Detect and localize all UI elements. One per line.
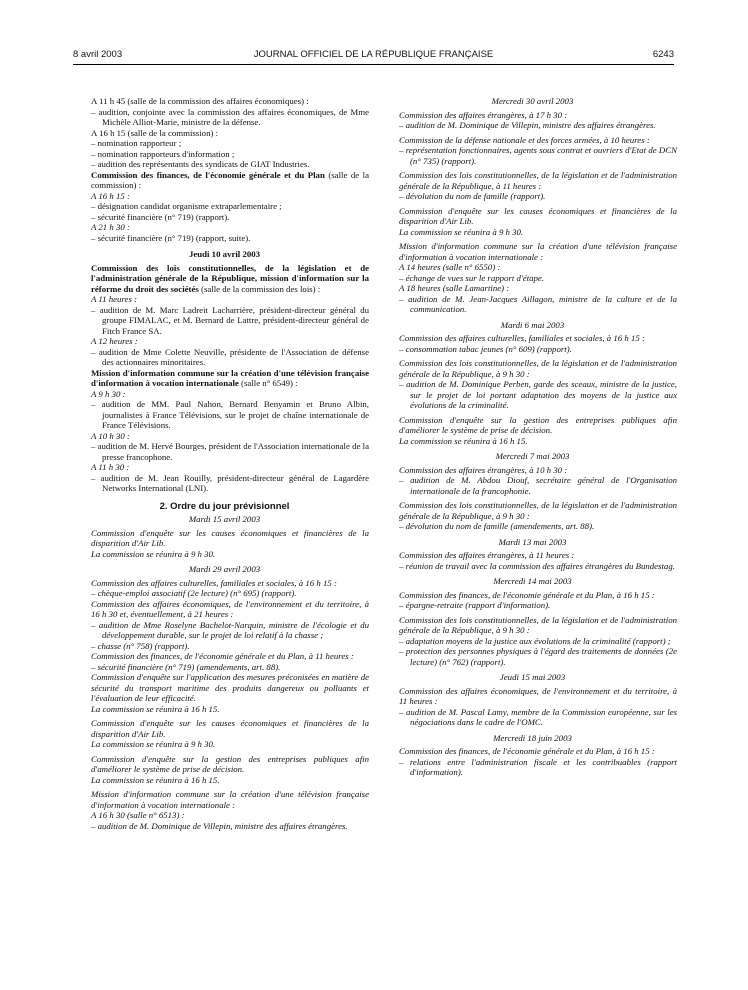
day-heading: Mercredi 14 mai 2003 [493,576,572,586]
left-column [80,96,369,831]
page-header [73,49,674,63]
day-heading: Mardi 13 mai 2003 [498,536,567,547]
day-heading: Jeudi 15 mai 2003 [499,672,566,682]
agenda-item: – audition de M. Pascal Lamy, membre de la Commission européenne, sur les négociations dans le cadre de l'OMC. [399,706,677,727]
agenda-item: – audition de Mme Roselyne Bachelot-Narquin, ministre de l'écologie et du développement durable, sur le projet de loi relatif à la chasse ; [91,619,369,640]
agenda-item: – audition de Mme Colette Neuville, présidente de l'Association de défense des actionnaires minoritaires. [91,346,369,367]
session-time: A 16 h 15 (salle de la commission) : [91,127,219,138]
commission-heading: Commission des lois constitutionnelles, de la législation et de l'administration générale de la République, à 9 h 30 : [399,358,677,379]
commission-heading: Commission des affaires économiques, de l'environnement et du territoire, à 16 h 30 et, éventuellement, à 21 heures : [91,598,369,619]
session-time: A 11 heures : [91,294,138,304]
commission-heading: Mission d'information commune sur la création d'une télévision française d'information à vocation internationale : [399,241,677,262]
session-time: A 21 h 30 : [91,222,130,232]
meeting-note: La commission se réunira à 16 h 15. [399,435,528,446]
commission-heading: Mission d'information commune sur la création d'une télévision française d'information à vocation internationale : [91,789,369,810]
session-time: A 18 heures (salle Lamartine) : [399,283,510,293]
agenda-item: – nomination rapporteur ; [91,138,182,148]
session-time: A 10 h 30 : [91,430,130,441]
agenda-item: – chasse (n° 758) (rapport). [91,640,190,651]
meeting-note: La commission se réunira à 9 h 30. [91,548,216,559]
commission-heading: Commission d'enquête sur la gestion des entreprises publiques afin d'améliorer le système de prise de décision. [399,414,677,435]
agenda-item: – audition de M. Jean-Jacques Aillagon, ministre de la culture et de la communication. [399,293,677,314]
commission-room: (salle de la commission) : [91,169,369,190]
meeting-note: La commission se réunira à 16 h 15. [91,703,220,714]
session-time: A 16 h 30 (salle n° 6513) : [91,810,185,820]
day-heading: Jeudi 10 avril 2003 [188,249,261,259]
section-heading: 2. Ordre du jour prévisionnel [159,500,290,512]
meeting-note: La commission se réunira à 9 h 30. [91,739,216,749]
commission-heading: Commission des lois constitutionnelles, de la législation et de l'administration générale de la République, à 9 h 30 : [399,614,677,635]
header-page-number: 6243 [652,49,674,60]
agenda-item: – épargne-retraite (rapport d'information). [399,600,551,610]
header-title: JOURNAL OFFICIEL DE LA RÉPUBLIQUE FRANÇAISE [253,49,494,60]
agenda-item: – audition de M. Dominique Perben, garde des sceaux, ministre de la justice, sur le projet de loi portant adaptation des moyens de la justice aux évolutions de la criminalité. [399,379,677,410]
session-time: A 16 h 15 : [91,190,130,201]
commission-heading: Commission de la défense nationale et des forces armées, à 10 heures : [399,134,650,145]
agenda-item: – sécurité financière (n° 719) (rapport, suite). [91,232,251,243]
day-heading: Mardi 15 avril 2003 [188,514,261,524]
commission-heading: Commission des finances, de l'économie générale et du Plan, à 16 h 15 : [399,746,655,756]
agenda-item: – audition, conjointe avec la commission des affaires économiques, de Mme Michèle Alliot-Marie, ministre de la défense. [91,106,369,127]
day-heading: Mardi 6 mai 2003 [500,319,565,330]
agenda-item: – audition de M. Dominique de Villepin, ministre des affaires étrangères. [399,120,656,130]
commission-heading [80,170,369,191]
agenda-item: – audition de M. Jean Rouilly, président-directeur général de Lagardère Networks International (LNI). [91,472,369,493]
commission-name: Mission d'information commune sur la création d'une télévision française d'information à vocation internationale [91,367,369,388]
commission-heading: Commission des affaires étrangères, à 10 h 30 : [399,464,568,475]
agenda-item: – dévolution du nom de famille (amendements, art. 88). [399,521,595,531]
agenda-item: – protection des personnes physiques à l'égard des traitements de données (2e lecture) (n° 762) (rapport). [399,646,677,667]
commission-heading: Commission des affaires culturelles, familiales et sociales, à 16 h 15 : [399,333,645,343]
commission-heading: Commission d'enquête sur les causes économiques et financières de la disparition d'Air Lib. [91,527,369,548]
commission-heading: Commission des affaires économiques, de l'environnement et du territoire, à 11 heures : [399,685,677,706]
agenda-item: – réunion de travail avec la commission des affaires étrangères du Bundestag. [399,560,675,571]
commission-heading: Commission d'enquête sur la gestion des entreprises publiques afin d'améliorer le système de prise de décision. [91,753,369,774]
commission-heading [80,368,369,389]
commission-heading: Commission des affaires étrangères, à 17 h 30 : [399,109,568,120]
commission-name: Commission des finances, de l'économie générale et du Plan [91,169,325,180]
agenda-item: – dévolution du nom de famille (rapport). [399,191,546,201]
agenda-item: – audition de M. Dominique de Villepin, ministre des affaires étrangères. [91,820,348,831]
commission-room: (salle n° 6549) : [238,378,298,388]
agenda-item: – audition des représentants des syndicats de GIAT Industries. [91,159,310,169]
agenda-item: – audition de MM. Paul Nahon, Bernard Benyamin et Bruno Albin, journalistes à France Télévisions, sur le projet de chaîne internationale de France Télévisions. [91,399,369,430]
commission-heading: Commission des finances, de l'économie générale et du Plan, à 16 h 15 : [399,589,655,600]
header-date: 8 avril 2003 [73,49,123,60]
session-time: A 14 heures (salle n° 6550) : [399,262,501,272]
commission-heading: Commission des affaires culturelles, familiales et sociales, à 16 h 15 : [91,577,337,588]
commission-name: Commission des lois constitutionnelles, de la législation et de l'administration générale de la République, mission d'information sur la réforme du droit des sociétés [91,262,369,294]
day-heading: Mercredi 30 avril 2003 [491,96,574,106]
session-time: A 9 h 30 : [91,388,126,399]
header-rule [73,64,674,65]
session-time: A 11 h 45 (salle de la commission des affaires économiques) : [91,96,309,106]
right-column [388,96,677,778]
agenda-item: – consommation tabac jeunes (n° 609) (rapport). [399,343,572,354]
agenda-item: – audition de M. Marc Ladreit Lacharrière, président-directeur général du groupe FIMALAC, et M. Bernard de Lattre, président-directeur général de Fitch France SA. [91,304,369,336]
agenda-item: – sécurité financière (n° 719) (amendements, art. 88). [91,661,281,672]
day-heading: Mercredi 18 juin 2003 [493,732,572,743]
commission-heading [80,263,369,295]
meeting-note: La commission se réunira à 9 h 30. [399,226,524,237]
commission-heading: Commission d'enquête sur les causes économiques et financières de la disparition d'Air Lib. [399,205,677,226]
session-time: A 12 heures : [91,336,138,346]
commission-heading: Commission des lois constitutionnelles, de la législation et de l'administration générale de la République, à 9 h 30 : [399,500,677,521]
agenda-item: – nomination rapporteurs d'information ; [91,148,235,159]
commission-heading: Commission des finances, de l'économie générale et du Plan, à 11 heures : [91,651,354,661]
agenda-item: – sécurité financière (n° 719) (rapport). [91,211,230,222]
commission-heading: Commission d'enquête sur l'application des mesures préconisées en matière de sécurité du transport maritime des produits dangereux ou polluants et l'évaluation de leur efficacité. [91,672,369,703]
commission-room: (salle de la commission des lois) : [198,283,321,294]
commission-heading: Commission des affaires étrangères, à 11 heures : [399,550,575,560]
agenda-item: – audition de M. Hervé Bourges, président de l'Association internationale de la presse francophone. [91,441,369,462]
agenda-item: – échange de vues sur le rapport d'étape. [399,272,545,283]
commission-heading: Commission des lois constitutionnelles, de la législation et de l'administration générale de la République, à 11 heures : [399,170,677,191]
agenda-item: – représentation fonctionnaires, agents sous contrat et ouvriers d'Etat de DCN (n° 735) (rapport). [399,145,677,166]
day-heading: Mercredi 7 mai 2003 [495,451,570,461]
agenda-item: – relations entre l'administration fiscale et les contribuables (rapport d'information). [399,756,677,777]
agenda-item: – chèque-emploi associatif (2e lecture) (n° 695) (rapport). [91,588,297,598]
agenda-item: – audition de M. Abdou Diouf, secrétaire général de l'Organisation internationale de la francophonie. [399,475,677,496]
agenda-item: – désignation candidat organisme extraparlementaire ; [91,201,282,211]
session-time: A 11 h 30 : [91,462,130,472]
day-heading: Mardi 29 avril 2003 [188,564,261,574]
commission-heading: Commission d'enquête sur les causes économiques et financières de la disparition d'Air Lib. [91,718,369,739]
agenda-item: – adaptation moyens de la justice aux évolutions de la criminalité (rapport) ; [399,635,671,646]
meeting-note: La commission se réunira à 16 h 15. [91,774,220,785]
